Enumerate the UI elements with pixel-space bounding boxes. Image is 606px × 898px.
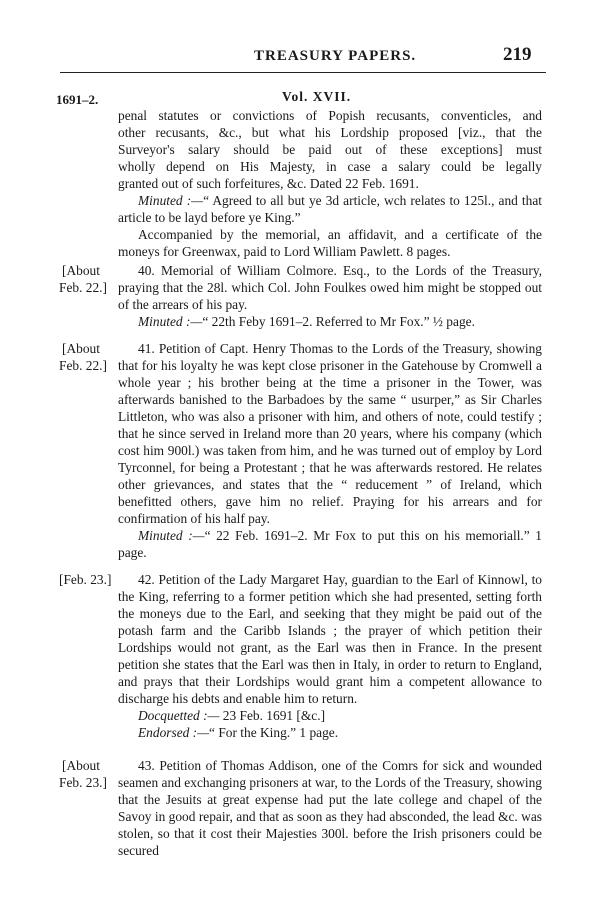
text-line: Surveyor's salary should be paid out of these exceptions] must — [118, 142, 542, 157]
entry-42 — [118, 571, 542, 741]
header-rule — [60, 72, 546, 73]
year-marker: 1691–2. — [56, 92, 99, 107]
entry-text: 43. Petition of Thomas Addison, one of the Comrs for sick and wounded seamen and exchanging prisoners at war, to the Lords of the Treasury, showing that the Jesuits at great expense had put the late college and chapel of the Savoy in good repair, and that as soon as they had absconded, the lead &c. was stolen, so that it cost their Majesties 300l. before the Irish prisoners could be secured — [118, 758, 542, 858]
margin-date-line: Feb. 22.] — [59, 358, 107, 373]
text-line: granted out of such forfeitures, &c. Dated 22 Feb. 1691. — [118, 176, 419, 191]
text-line: other recusants, &c., but what his Lordship proposed [viz., that the — [118, 125, 542, 140]
entry-41 — [118, 340, 542, 561]
entry-text: 40. Memorial of William Colmore. Esq., to the Lords of the Treasury, praying that the 28l. which Col. John Foulkes owed him might be stopped out of the arrears of his pay. — [118, 263, 542, 312]
text-line: penal statutes or convictions of Popish recusants, conventicles, and — [118, 108, 542, 123]
margin-date-line: [About — [62, 341, 100, 356]
margin-date — [59, 757, 117, 791]
entry-40 — [118, 262, 542, 330]
entry-43 — [118, 757, 542, 859]
entry-text: 42. Petition of the Lady Margaret Hay, guardian to the Earl of Kinnowl, to the King, referring to a former petition which she had presented, setting forth the moneys due to the Earl, and seeking that they might be paid out of the potash farm and the Caribb Islands ; the prayer of which petition their Lordships would not grant, as the Earl was then in France. In the present petition she states that the Earl was then in Italy, in order to return to England, and prays that their Lordships would grant him a competent allowance to discharge his debts and enable him to return. — [118, 572, 542, 706]
accompanying-note: Accompanied by the memorial, an affidavit, and a certificate of the moneys for Greenwax, paid to Lord William Pawlett. 8 pages. — [118, 227, 542, 259]
minuted-label: Minuted :— — [138, 528, 205, 543]
margin-date-line: Feb. 23.] — [59, 775, 107, 790]
margin-date — [59, 571, 117, 588]
endorsed-text: “ For the King.” 1 page. — [209, 725, 339, 740]
minuted-text: “ 22 Feb. 1691–2. Mr Fox to put this on his memoriall.” 1 page. — [118, 528, 542, 560]
minuted-text: “ Agreed to all but ye 3d article, wch relates to 125l., and that article to be layd before ye King.” — [118, 193, 543, 225]
entry-continuation — [118, 107, 542, 260]
docquetted-text: 23 Feb. 1691 [&c.] — [219, 708, 326, 723]
minuted-text: “ 22th Feby 1691–2. Referred to Mr Fox.” ½ page. — [202, 314, 475, 329]
page-number: 219 — [503, 44, 532, 65]
text-line: wholly depend on His Majesty, in case a salary could be legally — [118, 159, 542, 174]
margin-date — [59, 262, 117, 296]
minuted-label: Minuted :— — [138, 193, 204, 208]
volume-heading: Vol. XVII. — [282, 89, 352, 104]
margin-date-line: [Feb. 23.] — [59, 572, 112, 587]
minuted-label: Minuted :— — [138, 314, 203, 329]
docquetted-label: Docquetted :— — [138, 708, 220, 723]
margin-date-line: [About — [62, 758, 100, 773]
margin-date — [59, 340, 117, 374]
margin-date-line: Feb. 22.] — [59, 280, 107, 295]
entry-text: 41. Petition of Capt. Henry Thomas to the Lords of the Treasury, showing that for his loyalty he was kept close prisoner in the Gatehouse by Cromwell a whole year ; his brother being at the time a prisoner in the Tower, was afterwards banished to the Barbadoes by the same “ usurper,” as Sir Charles Littleton, who was also a prisoner with him, and others of note, could testify ; that he since served in Ireland more than 20 years, where his company (which cost him 900l.) was taken from him, and he was turned out of employ by Lord Tyrconnel, for being a Protestant ; that he was afterwards restored. He relates other grievances, and states that the “ reducement ” of Ireland, which benefitted others, gave him no relief. Praying for his arrears and for confirmation of his half pay. — [118, 341, 542, 526]
page-header — [0, 44, 606, 68]
margin-date-line: [About — [62, 263, 100, 278]
endorsed-label: Endorsed :— — [138, 725, 210, 740]
running-title: TREASURY PAPERS. — [254, 48, 417, 64]
